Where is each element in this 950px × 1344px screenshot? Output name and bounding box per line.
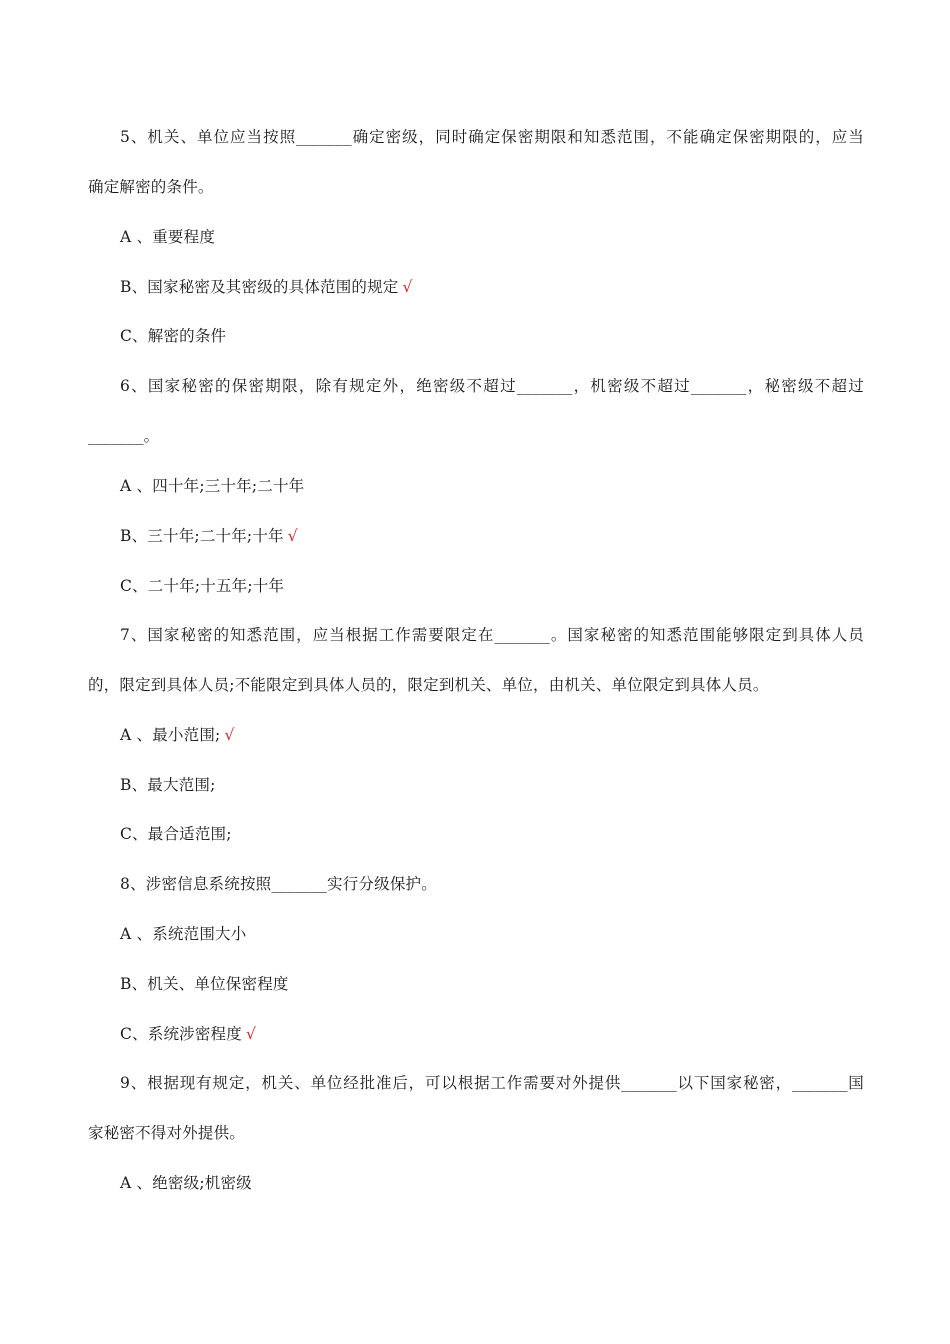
question-6-option-c [120, 576, 284, 596]
question-7-text-cont: 的，限定到具体人员;不能限定到具体人员的，限定到机关、单位，由机关、单位限定到具体人员。 [88, 676, 769, 694]
question-7-text: 7、国家秘密的知悉范围，应当根据工作需要限定在_______。国家秘密的知悉范围能够限定到具体人员 [120, 626, 864, 644]
question-8-option-a [120, 924, 246, 944]
question-7-option-c [120, 824, 232, 844]
option-label: A 、重要程度 [120, 228, 216, 246]
correct-check-mark: √ [402, 278, 413, 296]
question-5-text-cont: 确定解密的条件。 [88, 178, 214, 196]
option-label: B、三十年;二十年;十年 [120, 527, 284, 545]
question-5-option-b [120, 277, 413, 297]
question-6-text: 6、国家秘密的保密期限，除有规定外，绝密级不超过_______，机密级不超过_______，秘密级不超过 [120, 377, 864, 395]
option-label: C、系统涉密程度 [120, 1025, 242, 1043]
option-label: C、解密的条件 [120, 327, 227, 345]
correct-check-mark: √ [245, 1025, 257, 1043]
question-7-option-a [120, 725, 235, 745]
question-5-option-a [120, 227, 215, 247]
option-label: B、机关、单位保密程度 [120, 975, 289, 993]
question-9-text-cont: 家秘密不得对外提供。 [88, 1124, 246, 1142]
question-6-option-b [120, 526, 298, 546]
question-8-option-b [120, 974, 289, 994]
option-label: C、最合适范围; [120, 825, 232, 843]
question-9-text: 9、根据现有规定，机关、单位经批准后，可以根据工作需要对外提供_______以下国家秘密，_______国 [120, 1074, 864, 1092]
option-label: A 、四十年;三十年;二十年 [120, 477, 305, 495]
correct-check-mark: √ [287, 527, 298, 545]
question-7-option-b [120, 775, 216, 795]
question-6-text-cont: _______。 [88, 427, 160, 445]
question-5-text: 5、机关、单位应当按照_______确定密级，同时确定保密期限和知悉范围，不能确定保密期限的，应当 [120, 128, 864, 146]
option-label: A 、最小范围; [120, 726, 221, 744]
option-label: A 、系统范围大小 [120, 925, 247, 943]
option-label: A 、绝密级;机密级 [120, 1174, 252, 1192]
question-8-text: 8、涉密信息系统按照_______实行分级保护。 [120, 875, 437, 893]
option-label: C、二十年;十五年;十年 [120, 577, 285, 595]
question-6-option-a [120, 476, 304, 496]
option-label: B、国家秘密及其密级的具体范围的规定 [120, 278, 399, 296]
question-8-option-c [120, 1024, 256, 1044]
correct-check-mark: √ [224, 726, 235, 744]
question-5-option-c [120, 326, 226, 346]
option-label: B、最大范围; [120, 776, 216, 794]
question-9-option-a [120, 1173, 252, 1193]
